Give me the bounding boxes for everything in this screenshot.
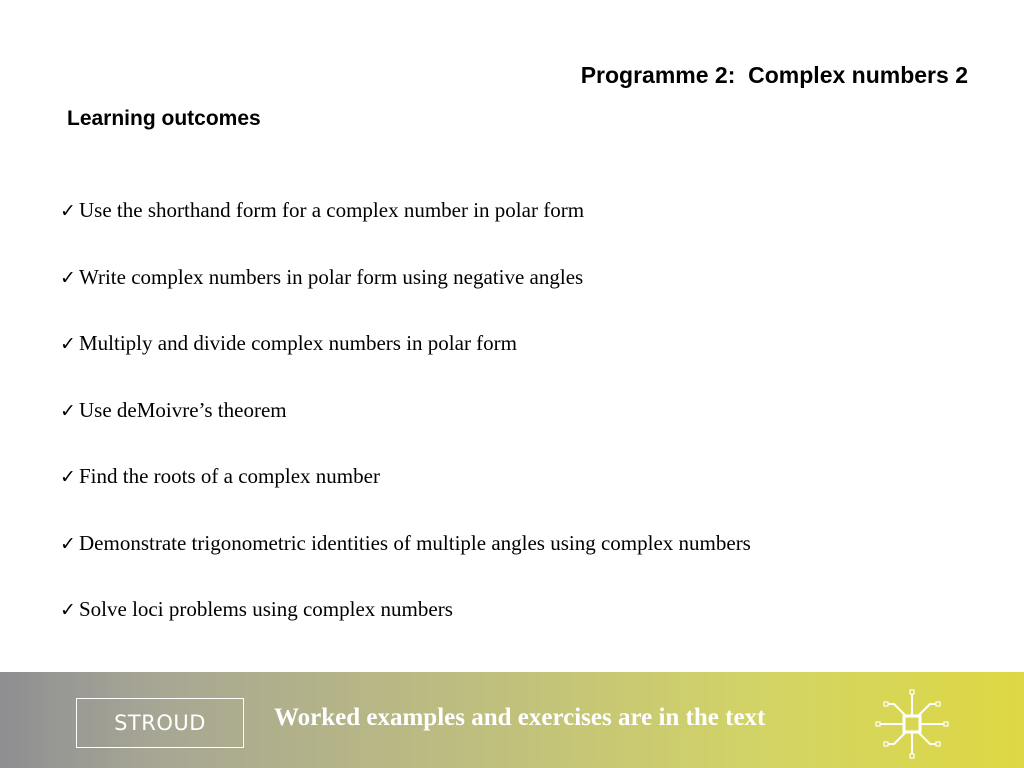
outcome-item: [60, 526, 751, 593]
outcome-item: [60, 459, 751, 526]
outcome-text: Find the roots of a complex number: [79, 464, 380, 488]
check-icon: ✓: [60, 466, 76, 488]
check-icon: ✓: [60, 532, 76, 555]
stroud-logo: STROUD: [76, 698, 244, 748]
check-icon: ✓: [60, 333, 76, 355]
outcome-item: [60, 326, 751, 393]
outcome-item: [60, 193, 751, 260]
outcome-item: [60, 260, 751, 327]
outcome-text: Use deMoivre’s theorem: [79, 397, 287, 422]
check-icon: ✓: [60, 399, 76, 422]
outcome-item: [60, 592, 751, 659]
learning-outcomes-list: [60, 193, 751, 659]
outcome-text: Write complex numbers in polar form using negative angles: [79, 264, 584, 289]
outcome-item: [60, 393, 751, 460]
footer-tagline: Worked examples and exercises are in the text: [274, 704, 766, 731]
outcome-text: Solve loci problems using complex numbers: [79, 597, 453, 621]
check-icon: ✓: [60, 599, 76, 621]
check-icon: ✓: [60, 266, 76, 289]
footer-bar: [0, 672, 1024, 768]
outcome-text: Demonstrate trigonometric identities of multiple angles using complex numbers: [79, 530, 751, 555]
programme-title: Programme 2: Complex numbers 2: [580, 62, 968, 88]
outcome-text: Use the shorthand form for a complex number in polar form: [79, 198, 585, 222]
section-title: Learning outcomes: [67, 107, 261, 130]
circuit-chip-icon: [872, 686, 952, 762]
outcome-text: Multiply and divide complex numbers in polar form: [79, 331, 518, 355]
check-icon: ✓: [60, 200, 76, 222]
